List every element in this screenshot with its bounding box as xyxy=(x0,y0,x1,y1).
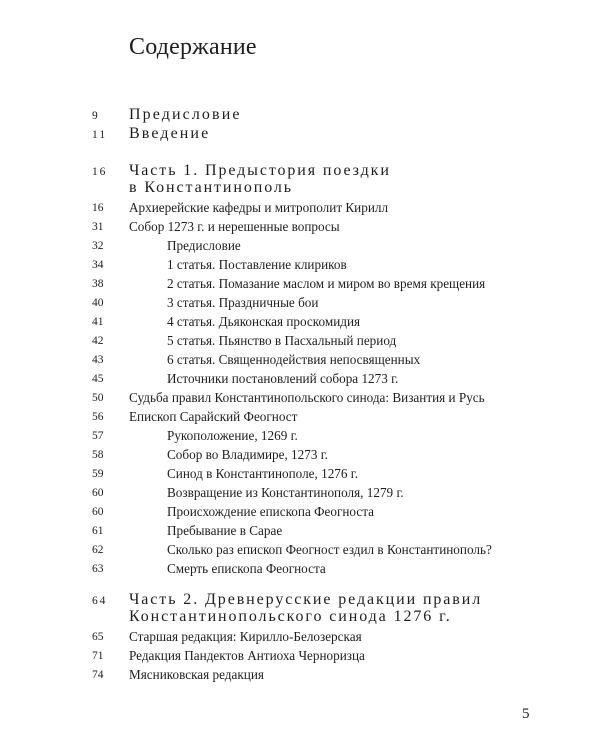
toc-page-number: 45 xyxy=(92,373,104,385)
page-title: Содержание xyxy=(129,34,257,60)
toc-entry-title: Старшая редакция: Кирилло-Белозерская xyxy=(129,629,362,644)
toc-page-number: 74 xyxy=(92,669,104,681)
toc-entry-title: Смерть епископа Феогноста xyxy=(167,561,326,576)
toc-entry-title: Собор во Владимире, 1273 г. xyxy=(167,447,328,462)
toc-entry-title: Предисловие xyxy=(129,106,242,123)
toc-entry-title: Введение xyxy=(129,125,211,142)
toc-page-number: 38 xyxy=(92,278,104,290)
toc-page-number: 57 xyxy=(92,430,104,442)
toc-page-number: 16 xyxy=(92,202,104,214)
toc-page-number: 58 xyxy=(92,449,104,461)
toc-page-number: 9 xyxy=(92,110,100,122)
toc-page-number: 71 xyxy=(92,650,104,662)
toc-page-number: 41 xyxy=(92,316,104,328)
toc-page-number: 65 xyxy=(92,631,104,643)
toc-page-number: 16 xyxy=(92,166,108,178)
toc-entry-title: Часть 2. Древнерусские редакции правил xyxy=(129,591,483,608)
toc-entry-title: 6 статья. Священнодействия непосвященных xyxy=(167,352,421,367)
toc-page-number: 11 xyxy=(92,129,108,141)
toc-page-number: 43 xyxy=(92,354,104,366)
toc-page-number: 61 xyxy=(92,525,104,537)
toc-entry-title: Епископ Сарайский Феогност xyxy=(129,409,298,424)
toc-entry-title: Рукоположение, 1269 г. xyxy=(167,428,298,443)
toc-entry-title: Предисловие xyxy=(167,238,241,253)
page-number: 5 xyxy=(522,706,530,722)
toc-page-number: 32 xyxy=(92,240,104,252)
toc-entry-title: Возвращение из Константинополя, 1279 г. xyxy=(167,485,404,500)
toc-entry-title: Пребывание в Сарае xyxy=(167,523,283,538)
toc-entry-title: 2 статья. Помазание маслом и миром во время крещения xyxy=(167,276,486,291)
toc-entry-title: Источники постановлений собора 1273 г. xyxy=(167,371,399,386)
toc-entry-title: Собор 1273 г. и нерешенные вопросы xyxy=(129,219,340,234)
toc-page-number: 34 xyxy=(92,259,104,271)
toc-page-number: 64 xyxy=(92,595,108,607)
toc-entry-title: Мясниковская редакция xyxy=(129,667,264,682)
toc-page-number: 62 xyxy=(92,544,104,556)
toc-entry-title: Редакция Пандектов Антиоха Черноризца xyxy=(129,648,365,663)
toc-entry-title: Судьба правил Константинопольского синода: Византия и Русь xyxy=(129,390,485,405)
toc-entry-title: 1 статья. Поставление клириков xyxy=(167,257,347,272)
toc-entry-title: Сколько раз епископ Феогност ездил в Константинополь? xyxy=(167,542,492,557)
toc-page-number: 42 xyxy=(92,335,104,347)
toc-entry-title: 4 статья. Дьяконская проскомидия xyxy=(167,314,361,329)
toc-page-number: 31 xyxy=(92,221,104,233)
toc-entry-title: Происхождение епископа Феогноста xyxy=(167,504,374,519)
toc-page-number: 59 xyxy=(92,468,104,480)
toc-page-number: 40 xyxy=(92,297,104,309)
toc-entry-title: Константинопольского синода 1276 г. xyxy=(129,608,452,625)
toc-page-number: 50 xyxy=(92,392,104,404)
toc-entry-title: Архиерейские кафедры и митрополит Кирилл xyxy=(129,200,389,215)
toc-entry-title: 5 статья. Пьянство в Пасхальный период xyxy=(167,333,397,348)
toc-page-number: 60 xyxy=(92,487,104,499)
toc-entry-title: в Константинополь xyxy=(129,179,293,196)
toc-entry-title: Часть 1. Предыстория поездки xyxy=(129,162,391,179)
toc-page-number: 63 xyxy=(92,563,104,575)
toc-page-number: 56 xyxy=(92,411,104,423)
toc-page-number: 60 xyxy=(92,506,104,518)
toc-entry-title: 3 статья. Праздничные бои xyxy=(167,295,319,310)
toc-entry-title: Синод в Константинополе, 1276 г. xyxy=(167,466,358,481)
